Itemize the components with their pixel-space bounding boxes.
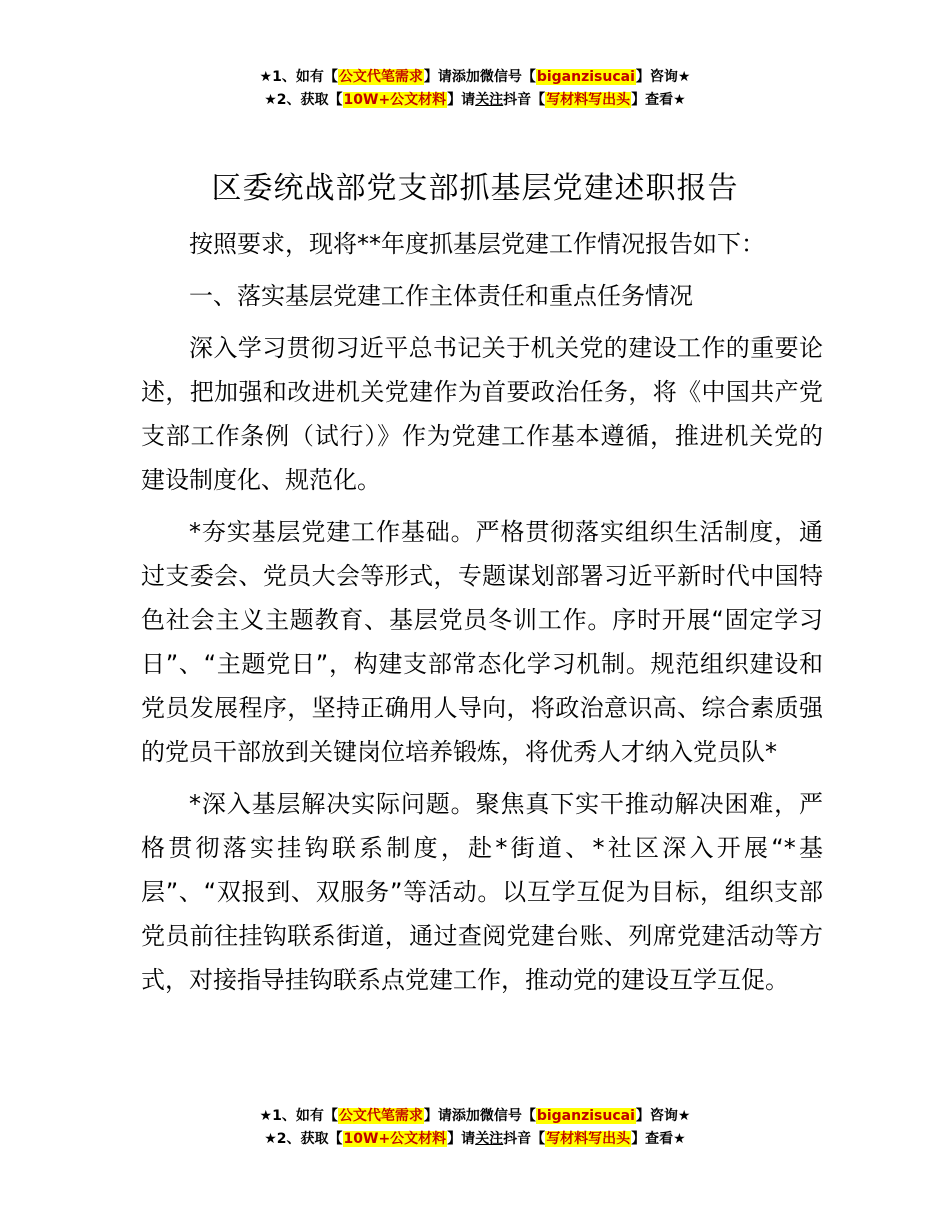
banner-text: 】请 <box>447 92 476 108</box>
highlight-douyin-account: 写材料写出头 <box>546 92 631 108</box>
banner-text: ★1、如有【 <box>259 69 338 85</box>
banner-text: 】请 <box>447 1131 476 1147</box>
banner-text: 】请添加微信号【 <box>423 69 536 85</box>
document-body <box>141 222 823 1010</box>
banner-underlined-text: 关注 <box>475 1131 504 1147</box>
banner-text: ★2、获取【 <box>264 92 343 108</box>
paragraph: 深入学习贯彻习近平总书记关于机关党的建设工作的重要论述，把加强和改进机关党建作为首要政治任务，将《中国共产党支部工作条例（试行）》作为党建工作基本遵循，推进机关党的建设制度化、规范化。 <box>141 334 823 494</box>
banner-line-2 <box>0 89 950 112</box>
footer-banner <box>0 1105 950 1151</box>
highlight-wechat-id: biganzisucai <box>536 69 635 85</box>
paragraph: *夯实基层党建工作基础。严格贯彻落实组织生活制度，通过支委会、党员大会等形式，专题谋划部署习近平新时代中国特色社会主义主题教育、基层党员冬训工作。序时开展“固定学习日”、“主题党日”，构建支部常态化学习机制。规范组织建设和党员发展程序，坚持正确用人导向，将政治意识高、综合素质强的党员干部放到关键岗位培养锻炼，将优秀人才纳入党员队* <box>141 518 823 766</box>
paragraph-intro: 按照要求，现将**年度抓基层党建工作情况报告如下： <box>189 230 765 258</box>
banner-text: 抖音【 <box>503 1131 546 1147</box>
highlight-douyin-account: 写材料写出头 <box>546 1131 631 1147</box>
highlight-service: 公文代笔需求 <box>338 69 423 85</box>
highlight-service: 公文代笔需求 <box>338 1108 423 1124</box>
highlight-materials: 10W+公文材料 <box>343 1131 447 1147</box>
banner-text: 】查看★ <box>631 1131 686 1147</box>
banner-line-1 <box>0 1105 950 1128</box>
banner-text: 】咨询★ <box>635 1108 691 1124</box>
section-heading: 一、落实基层党建工作主体责任和重点任务情况 <box>189 282 693 310</box>
document-title: 区委统战部党支部抓基层党建述职报告 <box>211 171 739 206</box>
paragraph: *深入基层解决实际问题。聚焦真下实干推动解决困难，严格贯彻落实挂钩联系制度，赴*街道、*社区深入开展“*基层”、“双报到、双服务”等活动。以互学互促为目标，组织支部党员前往挂钩联系街道，通过查阅党建台账、列席党建活动等方式，对接指导挂钩联系点党建工作，推动党的建设互学互促。 <box>141 790 823 994</box>
banner-line-1 <box>0 66 950 89</box>
highlight-wechat-id: biganzisucai <box>536 1108 635 1124</box>
highlight-materials: 10W+公文材料 <box>343 92 447 108</box>
header-banner <box>0 66 950 112</box>
banner-text: ★1、如有【 <box>259 1108 338 1124</box>
banner-text: 】查看★ <box>631 92 686 108</box>
banner-line-2 <box>0 1128 950 1151</box>
banner-text: 】请添加微信号【 <box>423 1108 536 1124</box>
banner-text: ★2、获取【 <box>264 1131 343 1147</box>
banner-underlined-text: 关注 <box>475 92 504 108</box>
banner-text: 抖音【 <box>503 92 546 108</box>
banner-text: 】咨询★ <box>635 69 691 85</box>
